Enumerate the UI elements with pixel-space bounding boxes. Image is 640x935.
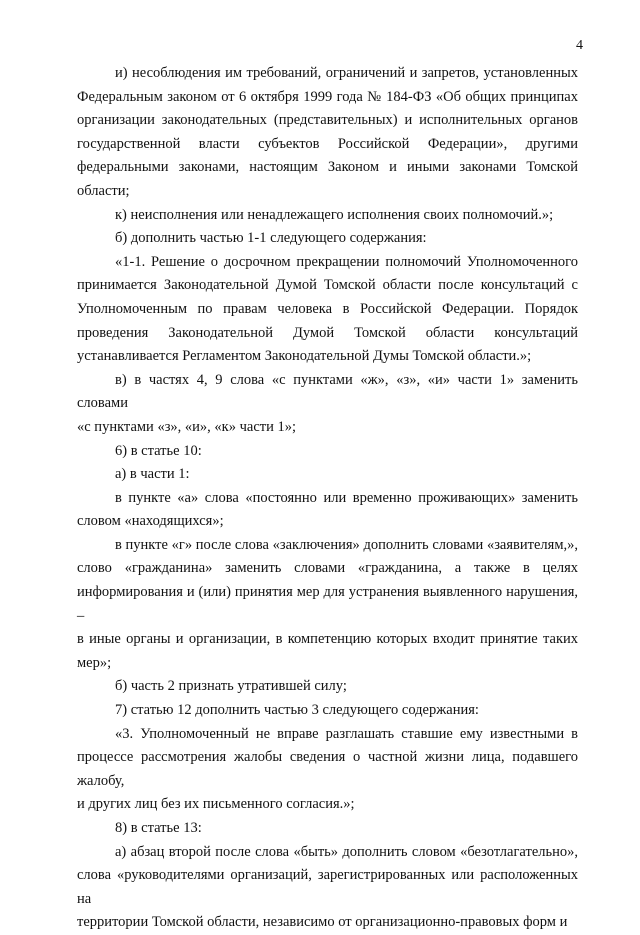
paragraph: [77, 487, 578, 534]
text-line: мер»;: [77, 654, 112, 671]
text-line: словом «находящихся»;: [77, 513, 224, 530]
text-line: б) дополнить частью 1-1 следующего содержания:: [115, 230, 427, 247]
text-line: принимается Законодательной Думой Томской области после консультаций с: [77, 277, 578, 294]
text-line: федеральными законами, настоящим Законом и иными законами Томской области;: [77, 159, 578, 199]
paragraph: [77, 62, 578, 204]
text-line: Уполномоченным по правам человека в Российской Федерации. Порядок: [77, 300, 578, 317]
text-line: б) часть 2 признать утратившей силу;: [115, 678, 347, 695]
paragraph: [77, 841, 578, 935]
paragraph: [77, 675, 578, 699]
text-line: в иные органы и организации, в компетенцию которых входит принятие таких: [77, 631, 578, 648]
paragraph: [77, 227, 578, 251]
text-line: территории Томской области, независимо от организационно-правовых форм и: [77, 914, 568, 931]
text-line: проведения Законодательной Думой Томской области консультаций: [77, 324, 578, 341]
text-line: а) абзац второй после слова «быть» дополнить словом «безотлагательно»,: [115, 843, 578, 860]
text-line: «3. Уполномоченный не вправе разглашать ставшие ему известными в: [115, 725, 578, 742]
paragraph: [77, 534, 578, 676]
paragraph: [77, 204, 578, 228]
paragraph: [77, 440, 578, 464]
text-line: к) неисполнения или ненадлежащего исполнения своих полномочий.»;: [115, 206, 554, 223]
text-line: а) в части 1:: [115, 466, 190, 483]
text-line: 8) в статье 13:: [115, 820, 202, 836]
text-line: государственной власти субъектов Российской Федерации», другими: [77, 135, 578, 152]
text-line: в) в частях 4, 9 слова «с пунктами «ж», «з», «и» части 1» заменить словами: [77, 371, 578, 412]
text-line: и других лиц без их письменного согласия.»;: [77, 796, 355, 813]
paragraph: [77, 369, 578, 440]
paragraph: [77, 817, 578, 841]
text-line: «с пунктами «з», «и», «к» части 1»;: [77, 418, 297, 435]
paragraph: [77, 251, 578, 369]
document-body: [77, 62, 578, 935]
text-line: и) несоблюдения им требований, ограничений и запретов, установленных: [115, 65, 578, 81]
text-line: в пункте «а» слова «постоянно или временно проживающих» заменить: [115, 489, 578, 506]
text-line: Федеральным законом от 6 октября 1999 года № 184-ФЗ «Об общих принципах: [77, 88, 578, 105]
text-line: слово «гражданина» заменить словами «гражданина, а также в целях: [77, 560, 578, 577]
paragraph: [77, 463, 578, 487]
text-line: процессе рассмотрения жалобы сведения о частной жизни лица, подавшего жалобу,: [77, 749, 578, 789]
text-line: 7) статью 12 дополнить частью 3 следующего содержания:: [115, 702, 479, 719]
text-line: слова «руководителями организаций, зарегистрированных или расположенных на: [77, 867, 578, 907]
text-line: организации законодательных (представительных) и исполнительных органов: [77, 112, 578, 129]
paragraph: [77, 723, 578, 817]
page-number: 4: [576, 38, 583, 53]
text-line: устанавливается Регламентом Законодательной Думы Томской области.»;: [77, 348, 532, 365]
paragraph: [77, 699, 578, 723]
text-line: в пункте «г» после слова «заключения» дополнить словами «заявителям,»,: [115, 536, 578, 553]
text-line: «1-1. Решение о досрочном прекращении полномочий Уполномоченного: [115, 253, 578, 270]
text-line: информирования и (или) принятия мер для устранения выявленного нарушения, –: [77, 584, 578, 624]
text-line: 6) в статье 10:: [115, 442, 202, 459]
